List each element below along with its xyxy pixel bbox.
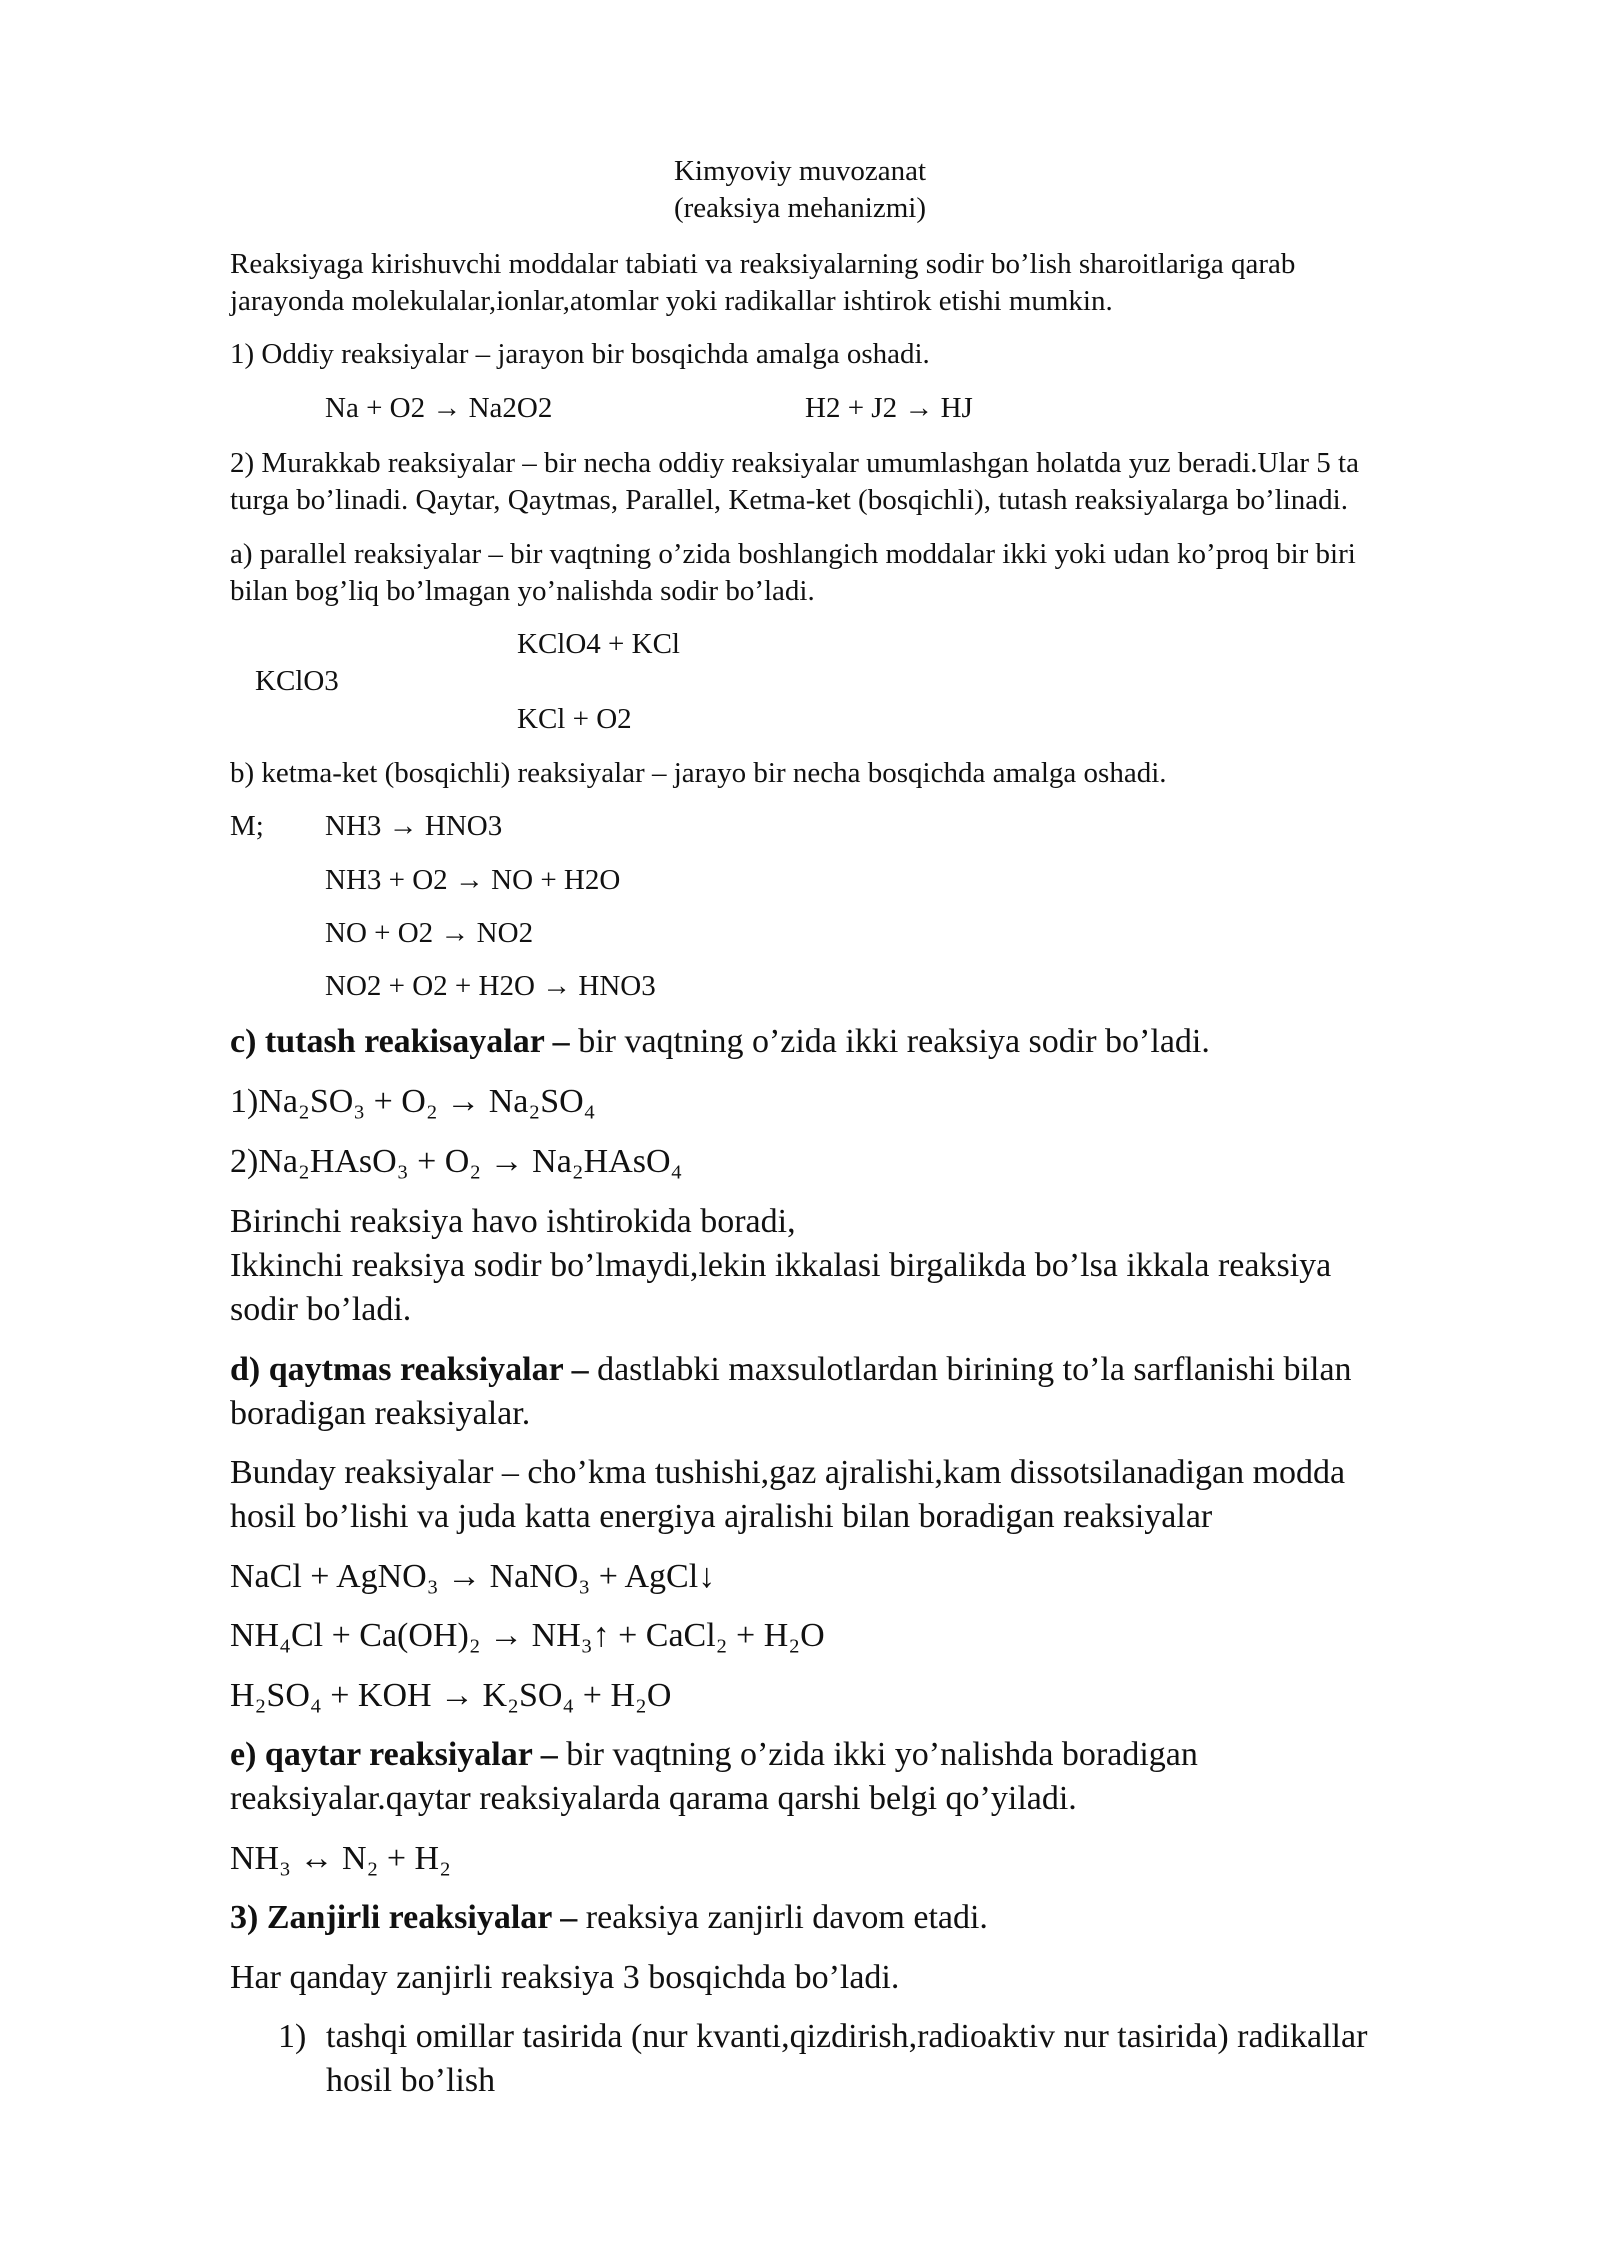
- reversible-reactions-definition: [230, 1733, 1198, 1777]
- reversible-equation: NH₃ ↔ N₂ + H₂: [230, 1840, 451, 1877]
- irreversible-reactions-definition: [230, 1348, 1352, 1392]
- sequential-equation-1: NH3 + O2 → NO + H2O: [325, 864, 621, 896]
- coupled-equation-2: 2)Na₂HAsO₃ + O₂ → Na₂HAsO₄: [230, 1143, 683, 1180]
- parallel-reactant: KClO3: [255, 665, 339, 697]
- reversible-reactions-text: bir vaqtning o’zida ikki yo’nalishda boradigan: [557, 1736, 1198, 1773]
- intro-line-2: jarayonda molekulalar,ionlar,atomlar yoki radikallar ishtirok etishi mumkin.: [230, 285, 1113, 317]
- chain-list-item-1-number: 1): [278, 2018, 307, 2055]
- coupled-note-2: Ikkinchi reaksiya sodir bo’lmaydi,lekin ikkalasi birgalikda bo’lsa ikkala reaksiya: [230, 1247, 1332, 1284]
- chain-reactions-term: 3) Zanjirli reaksiyalar –: [230, 1899, 578, 1936]
- coupled-reactions-text: bir vaqtning o’zida ikki reaksiya sodir bo’ladi.: [569, 1023, 1210, 1060]
- reversible-reactions-term: e) qaytar reaksiyalar –: [230, 1736, 558, 1773]
- sequential-example-label: M;: [230, 810, 264, 842]
- chain-list-item-1-line-1: tashqi omillar tasirida (nur kvanti,qizdirish,radioaktiv nur tasirida) radikallar: [326, 2018, 1368, 2055]
- coupled-equation-1: 1)Na₂SO₃ + O₂ → Na₂SO₄: [230, 1083, 596, 1120]
- irreversible-reactions-text: dastlabki maxsulotlardan birining to’la sarflanishi bilan: [588, 1351, 1352, 1388]
- coupled-note-1: Birinchi reaksiya havo ishtirokida boradi,: [230, 1203, 796, 1240]
- irreversible-note-1: Bunday reaksiyalar – cho’kma tushishi,gaz ajralishi,kam dissotsilanadigan modda: [230, 1454, 1346, 1491]
- sequential-equation-2: NO + O2 → NO2: [325, 917, 534, 949]
- chain-reactions-definition: [230, 1896, 988, 1940]
- sequential-equation-3: NO2 + O2 + H2O → HNO3: [325, 970, 656, 1002]
- coupled-reactions-definition: [230, 1020, 1210, 1064]
- parallel-reactions-line-2: bilan bog’liq bo’lmagan yo’nalishda sodir bo’ladi.: [230, 575, 815, 607]
- sequential-equation-overall: NH3 → HNO3: [325, 810, 503, 842]
- chain-reactions-note: Har qanday zanjirli reaksiya 3 bosqichda bo’ladi.: [230, 1959, 900, 1996]
- complex-reactions-line-2: turga bo’linadi. Qaytar, Qaytmas, Parallel, Ketma-ket (bosqichli), tutash reaksiyalarga bo’linadi.: [230, 484, 1348, 516]
- irreversible-equation-2: NH₄Cl + Ca(OH)₂ → NH₃↑ + CaCl₂ + H₂O: [230, 1617, 825, 1654]
- chain-reactions-text: reaksiya zanjirli davom etadi.: [577, 1899, 988, 1936]
- simple-reactions-definition: 1) Oddiy reaksiyalar – jarayon bir bosqichda amalga oshadi.: [230, 338, 930, 370]
- sequential-reactions-definition: b) ketma-ket (bosqichli) reaksiyalar – jarayo bir necha bosqichda amalga oshadi.: [230, 757, 1167, 789]
- irreversible-equation-1: NaCl + AgNO₃ → NaNO₃ + AgCl↓: [230, 1558, 716, 1595]
- coupled-note-3: sodir bo’ladi.: [230, 1291, 412, 1328]
- page-subtitle: (reaksiya mehanizmi): [673, 192, 927, 224]
- irreversible-equation-3: H₂SO₄ + KOH → K₂SO₄ + H₂O: [230, 1677, 672, 1714]
- irreversible-note-2: hosil bo’lishi va juda katta energiya ajralishi bilan boradigan reaksiyalar: [230, 1498, 1213, 1535]
- coupled-reactions-term: c) tutash reakisayalar –: [230, 1023, 570, 1060]
- irreversible-reactions-term: d) qaytmas reaksiyalar –: [230, 1351, 589, 1388]
- page-title: Kimyoviy muvozanat: [673, 155, 927, 187]
- simple-equation-1: Na + O2 → Na2O2: [325, 392, 553, 424]
- simple-equation-2: H2 + J2 → HJ: [805, 392, 973, 424]
- chain-list-item-1-line-2: hosil bo’lish: [326, 2062, 496, 2099]
- parallel-product-2: KCl + O2: [517, 703, 632, 735]
- parallel-reactions-line-1: a) parallel reaksiyalar – bir vaqtning o’zida boshlangich moddalar ikki yoki udan ko’proq bir biri: [230, 538, 1356, 570]
- reversible-definition-line-2: reaksiyalar.qaytar reaksiyalarda qarama qarshi belgi qo’yiladi.: [230, 1780, 1077, 1817]
- parallel-product-1: KClO4 + KCl: [517, 628, 680, 660]
- irreversible-definition-line-2: boradigan reaksiyalar.: [230, 1395, 531, 1432]
- intro-line-1: Reaksiyaga kirishuvchi moddalar tabiati va reaksiyalarning sodir bo’lish sharoitlariga qarab: [230, 248, 1296, 280]
- complex-reactions-line-1: 2) Murakkab reaksiyalar – bir necha oddiy reaksiyalar umumlashgan holatda yuz beradi.Ular 5 ta: [230, 447, 1359, 479]
